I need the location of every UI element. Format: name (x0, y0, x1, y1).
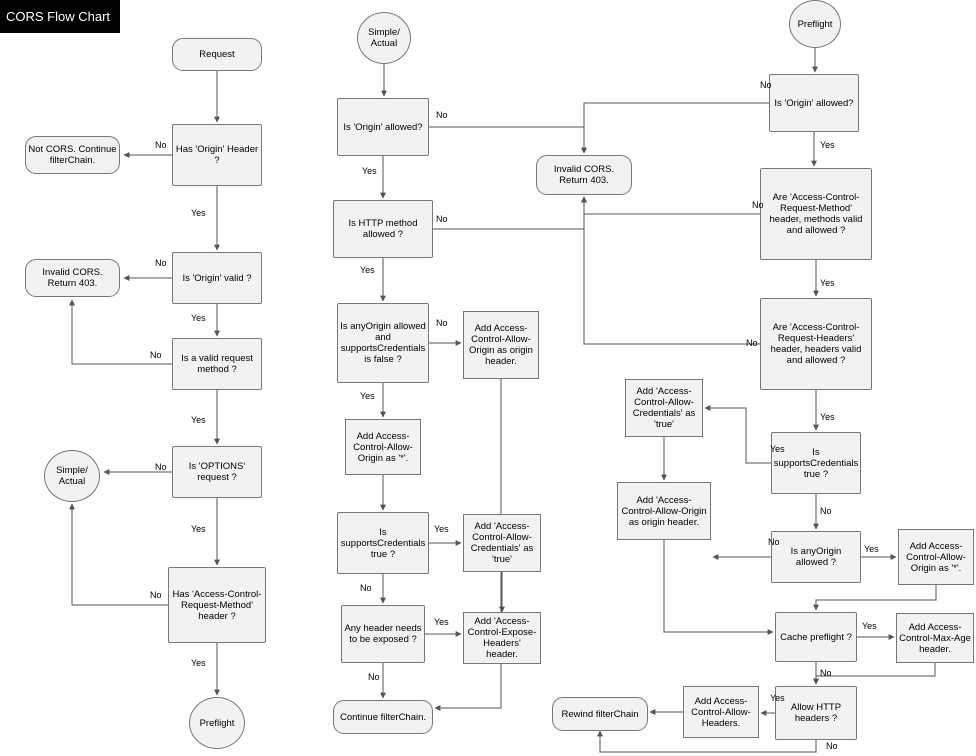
node-is-valid-request-method (172, 338, 262, 390)
edge-label: No (826, 741, 838, 751)
node-simple-actual-left-label: Simple/ Actual (56, 465, 88, 487)
node-is-anyorigin-supportscreds-false-label: Is anyOrigin allowed and supportsCredentials is false ? (340, 321, 426, 365)
node-add-acac-true-right (625, 379, 703, 437)
node-simple-actual-start-label: Simple/ Actual (368, 27, 400, 49)
node-add-acac-true-mid-label: Add 'Access-Control-Allow-Credentials' as 'true' (470, 521, 534, 565)
node-add-acac-true-mid (463, 514, 541, 572)
edge-label: No (752, 200, 764, 210)
node-is-anyorigin-allowed-right-label: Is anyOrigin allowed ? (790, 546, 842, 568)
edge-label: No (155, 258, 167, 268)
node-add-acma-header-label: Add Access-Control-Max-Age header. (899, 621, 971, 655)
node-add-acao-star-right (898, 529, 974, 585)
node-add-acao-origin-header-right-label: Add 'Access-Control-Allow-Origin as origin header. (621, 494, 707, 528)
node-is-anyorigin-allowed-right (771, 531, 861, 583)
edge-label: No (150, 350, 162, 360)
node-add-ace-headers (463, 612, 541, 664)
edge-label: Yes (434, 524, 449, 534)
edge-label: No (760, 80, 772, 90)
edge-label: Yes (362, 166, 377, 176)
node-has-acr-method-header-label: Has 'Access-Control-Request-Method' header ? (172, 588, 262, 622)
node-is-supportscredentials-right (771, 432, 861, 494)
edge-acao-star-right-down (816, 585, 936, 610)
node-add-acao-star-mid-label: Add Access-Control-Allow-Origin as '*'. (353, 430, 413, 464)
edge-label: No (436, 110, 448, 120)
node-add-acao-origin-header-right (617, 482, 711, 540)
edge-acao-origin-right-down (664, 540, 773, 632)
edge-label: No (436, 214, 448, 224)
node-cache-preflight (775, 612, 857, 662)
edge-label: Yes (862, 621, 877, 631)
node-is-origin-allowed-mid-label: Is 'Origin' allowed? (343, 121, 423, 133)
edge-label: Yes (820, 140, 835, 150)
node-is-options-request-label: Is 'OPTIONS' request ? (188, 461, 246, 483)
node-any-header-exposed (341, 605, 425, 663)
node-invalid-cors-403-mid (536, 155, 632, 195)
node-has-acr-method-header (168, 567, 266, 643)
node-add-acah-headers-label: Add Access-Control-Allow-Headers. (691, 695, 751, 729)
edge-acrm-valid-no (584, 197, 760, 214)
node-are-acr-method-valid (760, 168, 872, 260)
node-allow-http-headers-label: Allow HTTP headers ? (790, 702, 842, 724)
edge-label: Yes (191, 415, 206, 425)
edge-label: Yes (820, 412, 835, 422)
node-invalid-cors-403-left (25, 259, 120, 297)
node-continue-filterchain-mid-label: Continue filterChain. (339, 711, 427, 723)
node-is-supportscredentials-right-label: Is supportsCredentials true ? (773, 446, 859, 480)
edge-http-method-no (433, 197, 584, 229)
node-preflight-start-label: Preflight (797, 18, 833, 30)
node-are-acr-headers-valid (760, 298, 872, 390)
node-has-origin-header-label: Has 'Origin' Header ? (175, 144, 259, 166)
edge-right-supports-yes (705, 408, 771, 463)
node-invalid-cors-403-left-label: Invalid CORS. Return 403. (42, 267, 103, 289)
edge-label: No (820, 506, 832, 516)
node-is-http-method-allowed-label: Is HTTP method allowed ? (348, 218, 418, 240)
edge-right-origin-no (584, 103, 769, 153)
edge-label: Yes (770, 444, 785, 454)
edge-label: No (155, 462, 167, 472)
node-is-origin-valid-label: Is 'Origin' valid ? (182, 272, 252, 284)
node-add-acao-origin-header-mid (463, 311, 539, 379)
node-is-supportscredentials-mid-label: Is supportsCredentials true ? (340, 526, 426, 560)
edge-label: Yes (820, 278, 835, 288)
node-rewind-filterchain-label: Rewind filterChain (561, 708, 639, 720)
node-is-origin-allowed-right (769, 74, 859, 132)
node-preflight-left (189, 697, 245, 749)
edge-label: Yes (191, 313, 206, 323)
node-cache-preflight-label: Cache preflight ? (780, 631, 852, 643)
node-rewind-filterchain (552, 697, 648, 731)
node-not-cors-continue-filterchain-label: Not CORS. Continue filterChain. (28, 144, 117, 166)
edge-label: No (436, 318, 448, 328)
node-any-header-exposed-label: Any header needs to be exposed ? (344, 623, 422, 645)
edge-label: Yes (191, 658, 206, 668)
edge-label: Yes (864, 544, 879, 554)
edge-mid-origin-no (429, 127, 584, 153)
node-is-valid-request-method-label: Is a valid request method ? (181, 353, 253, 375)
edge-label: Yes (434, 617, 449, 627)
edge-label: No (768, 537, 780, 547)
edge-label: Yes (360, 391, 375, 401)
edge-acma-down (816, 663, 935, 684)
edge-label: Yes (770, 693, 785, 703)
node-continue-filterchain-mid (333, 700, 433, 734)
node-is-origin-allowed-mid (337, 98, 429, 156)
node-add-acao-origin-header-mid-label: Add Access-Control-Allow-Origin as origin header. (469, 323, 533, 367)
node-simple-actual-start (357, 12, 411, 64)
edge-label: No (155, 140, 167, 150)
node-has-origin-header (172, 124, 262, 186)
edge-label: No (150, 590, 162, 600)
edge-label: No (368, 672, 380, 682)
node-add-acma-header (896, 613, 974, 663)
node-is-origin-allowed-right-label: Is 'Origin' allowed? (774, 97, 854, 109)
edge-acrh-valid-no (584, 197, 760, 344)
edge-label: Yes (360, 265, 375, 275)
edge-label: No (746, 338, 758, 348)
node-preflight-left-label: Preflight (199, 717, 235, 729)
edge-label: Yes (191, 208, 206, 218)
node-are-acr-headers-valid-label: Are 'Access-Control-Request-Headers' header, headers valid and allowed ? (770, 322, 862, 366)
edge-label: No (820, 668, 832, 678)
node-is-options-request (172, 446, 262, 498)
node-allow-http-headers (775, 686, 857, 740)
node-is-http-method-allowed (333, 200, 433, 258)
node-are-acr-method-valid-label: Are 'Access-Control-Request-Method' header, methods valid and allowed ? (769, 192, 863, 236)
node-add-acah-headers (683, 686, 759, 738)
node-is-origin-valid (172, 252, 262, 304)
edge-label: No (360, 583, 372, 593)
edge-label: Yes (191, 524, 206, 534)
node-add-acao-star-mid (345, 419, 421, 475)
node-add-acac-true-right-label: Add 'Access-Control-Allow-Credentials' as 'true' (632, 386, 696, 430)
node-preflight-start (789, 0, 841, 48)
node-invalid-cors-403-mid-label: Invalid CORS. Return 403. (553, 164, 615, 186)
node-request-label: Request (199, 49, 235, 60)
node-add-ace-headers-label: Add 'Access-Control-Expose-Headers' header. (467, 616, 537, 660)
node-is-anyorigin-supportscreds-false (337, 303, 429, 383)
node-simple-actual-left (44, 450, 100, 502)
node-add-acao-star-right-label: Add Access-Control-Allow-Origin as '*'. (906, 540, 966, 574)
page-title: CORS Flow Chart (0, 0, 120, 33)
node-not-cors-continue-filterchain (25, 136, 120, 174)
node-is-supportscredentials-mid (337, 512, 429, 574)
node-request (172, 38, 262, 71)
